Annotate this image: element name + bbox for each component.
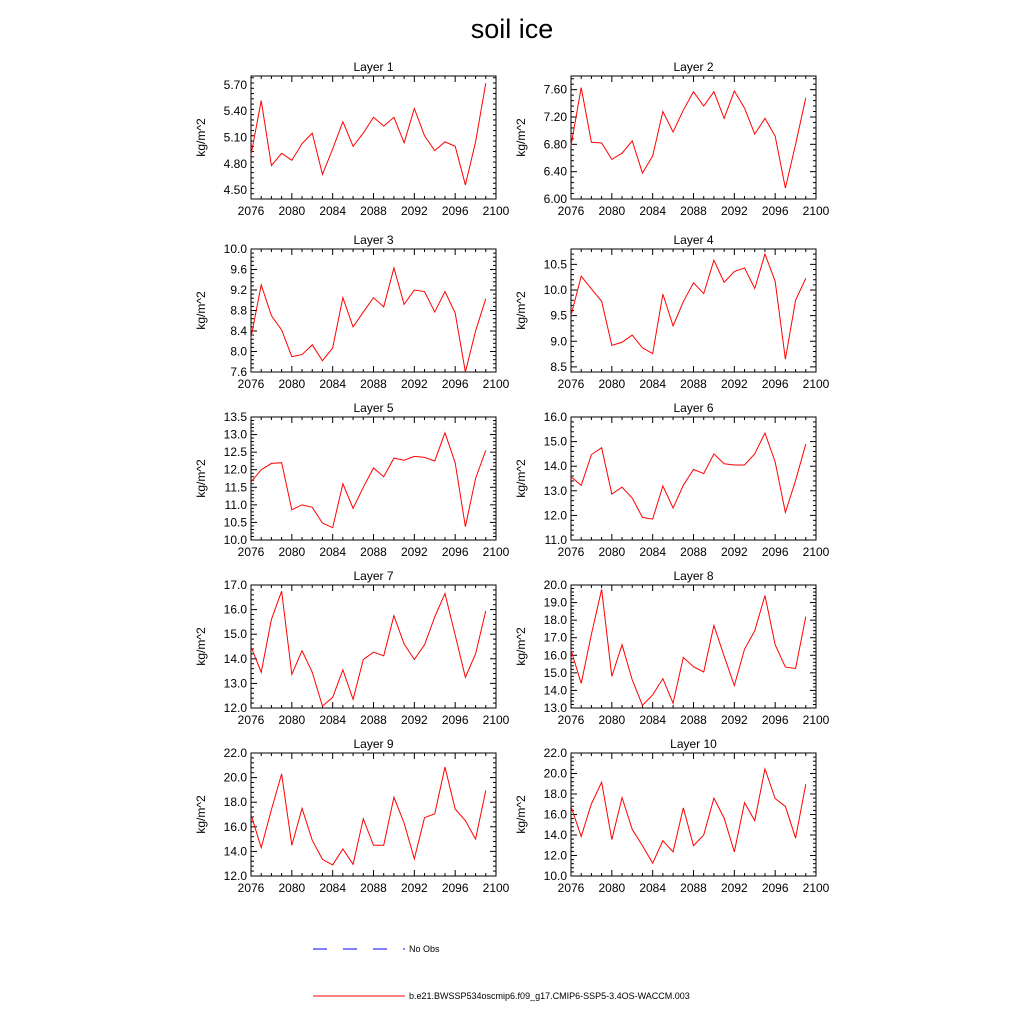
y-tick-label: 7.20 xyxy=(543,110,567,124)
y-tick-label: 12.0 xyxy=(223,462,247,477)
legend-model-label: b.e21.BWSSP534oscmip6.f09_g17.CMIP6-SSP5-3.4OS-WACCM.003 xyxy=(409,991,690,1001)
panel-10 xyxy=(514,737,830,895)
y-tick-label: 14.0 xyxy=(543,828,567,842)
y-tick-label: 15.0 xyxy=(223,627,247,642)
y-tick-label: 16.0 xyxy=(543,410,567,424)
y-tick-label: 4.50 xyxy=(223,183,247,198)
panel-title: Layer 1 xyxy=(353,60,394,74)
x-tick-label: 2080 xyxy=(278,377,306,391)
x-tick-label: 2100 xyxy=(482,713,510,727)
y-tick-label: 8.8 xyxy=(230,303,247,318)
figure-title: soil ice xyxy=(470,14,554,44)
y-axis-label: kg/m^2 xyxy=(194,627,208,666)
y-axis-label: kg/m^2 xyxy=(194,459,208,498)
y-axis-label: kg/m^2 xyxy=(194,291,208,330)
x-tick-label: 2100 xyxy=(482,204,510,218)
y-tick-label: 14.0 xyxy=(543,459,567,474)
x-tick-label: 2100 xyxy=(802,545,830,559)
y-tick-label: 14.0 xyxy=(223,844,247,859)
x-tick-label: 2076 xyxy=(237,204,265,218)
series-line xyxy=(571,88,806,188)
y-tick-label: 8.5 xyxy=(550,359,567,374)
x-tick-label: 2076 xyxy=(557,713,585,727)
x-tick-label: 2096 xyxy=(761,204,789,218)
panel-7 xyxy=(194,569,510,727)
x-tick-label: 2076 xyxy=(237,713,265,727)
panel-title: Layer 6 xyxy=(673,401,714,415)
x-tick-label: 2092 xyxy=(720,881,748,895)
plot-frame xyxy=(251,249,496,372)
x-tick-label: 2080 xyxy=(598,204,626,218)
x-tick-label: 2084 xyxy=(319,545,347,559)
x-tick-label: 2084 xyxy=(319,713,347,727)
y-axis-label: kg/m^2 xyxy=(514,459,528,498)
y-tick-label: 11.0 xyxy=(224,497,247,512)
x-tick-label: 2096 xyxy=(441,545,469,559)
y-tick-label: 9.5 xyxy=(550,308,567,323)
x-tick-label: 2092 xyxy=(400,713,428,727)
y-tick-label: 10.0 xyxy=(543,869,567,883)
y-tick-label: 6.40 xyxy=(543,164,567,179)
series-line xyxy=(571,433,806,519)
panel-title: Layer 8 xyxy=(673,569,714,583)
legend-no-obs-label: No Obs xyxy=(409,944,440,954)
y-tick-label: 6.80 xyxy=(543,137,567,152)
x-tick-label: 2096 xyxy=(761,713,789,727)
x-tick-label: 2076 xyxy=(557,545,585,559)
x-tick-label: 2092 xyxy=(400,545,428,559)
y-tick-label: 11.0 xyxy=(544,533,567,547)
y-tick-label: 12.0 xyxy=(543,848,567,863)
x-tick-label: 2092 xyxy=(720,377,748,391)
y-tick-label: 17.0 xyxy=(543,630,567,645)
plot-frame xyxy=(571,585,816,708)
legend xyxy=(313,944,690,1001)
plot-frame xyxy=(251,585,496,708)
series-line xyxy=(251,268,486,372)
y-tick-label: 18.0 xyxy=(543,613,567,628)
panel-6 xyxy=(514,401,830,559)
plot-frame xyxy=(251,76,496,199)
y-tick-label: 7.6 xyxy=(230,365,247,379)
x-tick-label: 2092 xyxy=(720,204,748,218)
x-tick-label: 2076 xyxy=(237,545,265,559)
x-tick-label: 2076 xyxy=(557,881,585,895)
panel-title: Layer 2 xyxy=(673,60,714,74)
x-tick-label: 2092 xyxy=(400,881,428,895)
y-tick-label: 16.0 xyxy=(543,807,567,822)
y-tick-label: 5.10 xyxy=(223,130,247,145)
x-tick-label: 2080 xyxy=(278,713,306,727)
y-tick-label: 14.0 xyxy=(543,683,567,698)
x-tick-label: 2088 xyxy=(680,204,707,218)
y-tick-label: 14.0 xyxy=(223,651,247,666)
x-tick-label: 2096 xyxy=(441,881,469,895)
y-axis-label: kg/m^2 xyxy=(194,118,208,157)
x-tick-label: 2088 xyxy=(360,377,387,391)
y-tick-label: 17.0 xyxy=(223,578,247,592)
plot-frame xyxy=(251,417,496,540)
y-axis-label: kg/m^2 xyxy=(514,291,528,330)
y-tick-label: 13.0 xyxy=(223,676,247,691)
x-tick-label: 2088 xyxy=(360,204,387,218)
x-tick-label: 2088 xyxy=(680,881,707,895)
y-axis-label: kg/m^2 xyxy=(514,795,528,834)
x-tick-label: 2092 xyxy=(720,713,748,727)
y-tick-label: 8.0 xyxy=(230,344,247,359)
x-tick-label: 2100 xyxy=(802,713,830,727)
y-tick-label: 16.0 xyxy=(543,648,567,663)
y-tick-label: 7.60 xyxy=(543,82,567,97)
x-tick-label: 2080 xyxy=(278,881,306,895)
y-tick-label: 13.0 xyxy=(543,483,567,498)
y-tick-label: 18.0 xyxy=(543,787,567,801)
x-tick-label: 2076 xyxy=(237,881,265,895)
x-tick-label: 2080 xyxy=(278,545,306,559)
x-tick-label: 2084 xyxy=(639,713,667,727)
y-tick-label: 10.5 xyxy=(223,515,247,530)
x-tick-label: 2096 xyxy=(761,377,789,391)
x-tick-label: 2076 xyxy=(237,377,265,391)
y-tick-label: 22.0 xyxy=(543,746,567,760)
panel-title: Layer 3 xyxy=(353,233,394,247)
y-tick-label: 19.0 xyxy=(543,595,567,610)
plot-frame xyxy=(571,417,816,540)
x-tick-label: 2084 xyxy=(639,881,667,895)
x-tick-label: 2080 xyxy=(598,545,626,559)
y-tick-label: 11.5 xyxy=(224,480,247,495)
y-tick-label: 8.4 xyxy=(230,324,247,338)
y-tick-label: 20.0 xyxy=(223,770,247,785)
x-tick-label: 2100 xyxy=(482,545,510,559)
y-tick-label: 5.70 xyxy=(223,77,247,92)
x-tick-label: 2088 xyxy=(680,545,707,559)
x-tick-label: 2096 xyxy=(761,545,789,559)
y-tick-label: 18.0 xyxy=(223,795,247,810)
y-tick-label: 9.2 xyxy=(230,283,247,297)
panel-5 xyxy=(194,401,510,559)
y-tick-label: 9.6 xyxy=(230,262,247,277)
x-tick-label: 2080 xyxy=(598,881,626,895)
x-tick-label: 2076 xyxy=(557,377,585,391)
x-tick-label: 2100 xyxy=(802,204,830,218)
panel-title: Layer 5 xyxy=(353,401,394,415)
panel-4 xyxy=(514,233,830,391)
y-tick-label: 15.0 xyxy=(543,665,567,680)
panel-9 xyxy=(194,737,510,895)
series-line xyxy=(251,767,486,865)
plot-frame xyxy=(571,76,816,199)
panel-2 xyxy=(514,60,830,218)
x-tick-label: 2096 xyxy=(441,713,469,727)
x-tick-label: 2080 xyxy=(598,377,626,391)
y-tick-label: 12.0 xyxy=(223,701,247,715)
x-tick-label: 2084 xyxy=(639,545,667,559)
x-tick-label: 2084 xyxy=(319,204,347,218)
x-tick-label: 2092 xyxy=(400,377,428,391)
x-tick-label: 2080 xyxy=(278,204,306,218)
series-line xyxy=(251,83,486,185)
series-line xyxy=(571,769,806,863)
y-tick-label: 9.0 xyxy=(550,334,567,349)
panel-title: Layer 4 xyxy=(673,233,714,247)
panel-title: Layer 10 xyxy=(670,737,717,751)
y-axis-label: kg/m^2 xyxy=(514,118,528,157)
y-tick-label: 20.0 xyxy=(543,766,567,781)
y-tick-label: 12.0 xyxy=(223,869,247,883)
y-tick-label: 5.40 xyxy=(223,104,247,119)
panel-3 xyxy=(194,233,510,391)
y-tick-label: 16.0 xyxy=(223,819,247,834)
panel-title: Layer 7 xyxy=(353,569,394,583)
y-tick-label: 12.0 xyxy=(543,508,567,523)
x-tick-label: 2088 xyxy=(680,377,707,391)
panel-title: Layer 9 xyxy=(353,737,394,751)
series-line xyxy=(251,433,486,528)
x-tick-label: 2088 xyxy=(360,713,387,727)
y-tick-label: 16.0 xyxy=(223,602,247,617)
y-tick-label: 10.0 xyxy=(223,242,247,256)
x-tick-label: 2080 xyxy=(598,713,626,727)
x-tick-label: 2084 xyxy=(639,377,667,391)
x-tick-label: 2092 xyxy=(400,204,428,218)
x-tick-label: 2100 xyxy=(482,881,510,895)
series-line xyxy=(571,254,806,359)
x-tick-label: 2088 xyxy=(360,881,387,895)
x-tick-label: 2096 xyxy=(441,377,469,391)
y-tick-label: 12.5 xyxy=(223,445,247,460)
panel-1 xyxy=(194,60,510,218)
y-tick-label: 4.80 xyxy=(223,156,247,171)
x-tick-label: 2084 xyxy=(319,881,347,895)
x-tick-label: 2100 xyxy=(482,377,510,391)
panels-group xyxy=(194,60,830,895)
x-tick-label: 2076 xyxy=(557,204,585,218)
y-axis-label: kg/m^2 xyxy=(514,627,528,666)
series-line xyxy=(571,589,806,705)
x-tick-label: 2100 xyxy=(802,377,830,391)
series-line xyxy=(251,591,486,706)
x-tick-label: 2100 xyxy=(802,881,830,895)
y-tick-label: 10.0 xyxy=(223,533,247,547)
x-tick-label: 2092 xyxy=(720,545,748,559)
x-tick-label: 2096 xyxy=(761,881,789,895)
panel-8 xyxy=(514,569,830,727)
x-tick-label: 2088 xyxy=(360,545,387,559)
y-tick-label: 10.5 xyxy=(543,257,567,272)
y-tick-label: 13.5 xyxy=(223,410,247,424)
y-tick-label: 15.0 xyxy=(543,434,567,449)
x-tick-label: 2096 xyxy=(441,204,469,218)
y-tick-label: 10.0 xyxy=(543,283,567,297)
x-tick-label: 2084 xyxy=(319,377,347,391)
x-tick-label: 2084 xyxy=(639,204,667,218)
y-tick-label: 20.0 xyxy=(543,578,567,592)
y-tick-label: 6.00 xyxy=(543,192,567,206)
y-tick-label: 22.0 xyxy=(223,746,247,760)
y-tick-label: 13.0 xyxy=(223,427,247,442)
x-tick-label: 2088 xyxy=(680,713,707,727)
y-tick-label: 13.0 xyxy=(543,701,567,715)
y-axis-label: kg/m^2 xyxy=(194,795,208,834)
